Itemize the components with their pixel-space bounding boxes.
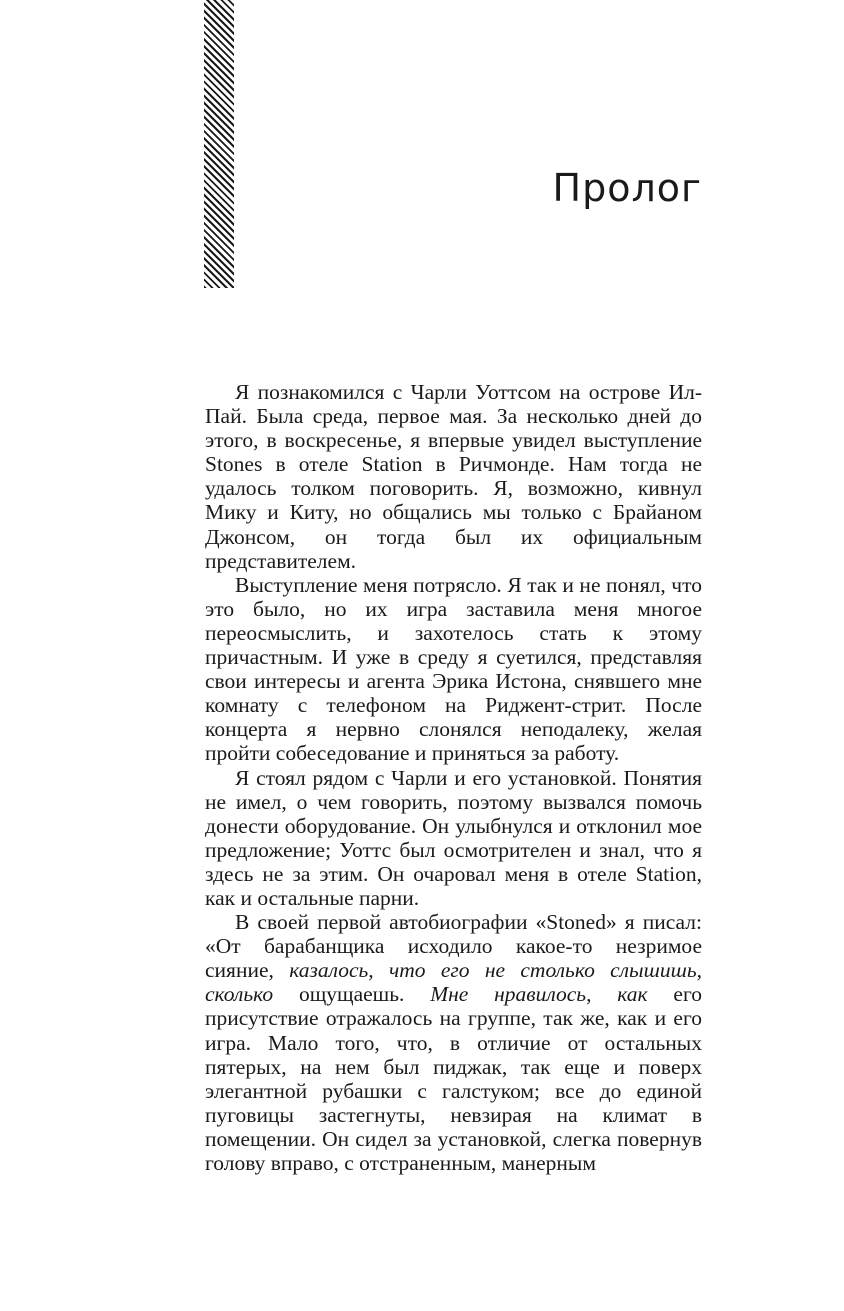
paragraph: [205, 573, 702, 766]
text-segment: Я познакомился с Чарли Уоттсом на острове Ил-Пай. Была среда, первое мая. За несколько дней до этого, в воскресенье, я впервые увидел выступление Stones в отеле Station в Ричмонде. Нам тогда не удалось толком поговорить. Я, возможно, кивнул Мику и Киту, но общались мы только с Брайаном Джонсом, он тогда был их официальным представителем.: [205, 380, 702, 573]
chapter-title: Пролог: [552, 166, 702, 210]
text-segment: Я стоял рядом с Чарли и его установкой. Понятия не имел, о чем говорить, поэтому вызвался помочь донести оборудование. Он улыбнулся и отклонил мое предложение; Уоттс был осмотрителен и знал, что я здесь не за этим. Он очаровал меня в отеле Station, как и остальные парни.: [205, 765, 702, 910]
text-segment: В своей первой автобиографии «Stoned» я писал: «От барабанщика исходило какое-то незримое сияние,: [205, 910, 702, 983]
body-text: [205, 380, 702, 1175]
italic-text-segment: Мне нравилось, как: [430, 982, 648, 1007]
text-segment: Выступление меня потрясло. Я так и не понял, что это было, но их игра заставила меня многое переосмыслить, и захотелось стать к этому причастным. И уже в среду я суетился, представляя свои интересы и агента Эрика Истона, снявшего мне комнату с телефоном на Риджент-стрит. После концерта я нервно слонялся неподалеку, желая пройти собеседование и приняться за работу.: [205, 572, 702, 766]
paragraph: [205, 766, 702, 911]
paragraph: [205, 910, 702, 1175]
text-segment: его присутствие отражалось на группе, так же, как и его игра. Мало того, что, в отличие от остальных пятерых, на нем был пиджак, так еще и поверх элегантной рубашки с галстуком; все до единой пуговицы застегнуты, невзирая на климат в помещении. Он сидел за установкой, слегка повернув голову вправо, с отстраненным, манерным: [205, 982, 702, 1175]
decorative-hatch-bar: [204, 0, 234, 288]
paragraph: [205, 380, 702, 573]
italic-text-segment: казалось, что его не столько слышишь, сколько: [205, 958, 702, 1007]
text-segment: ощущаешь.: [273, 982, 431, 1007]
